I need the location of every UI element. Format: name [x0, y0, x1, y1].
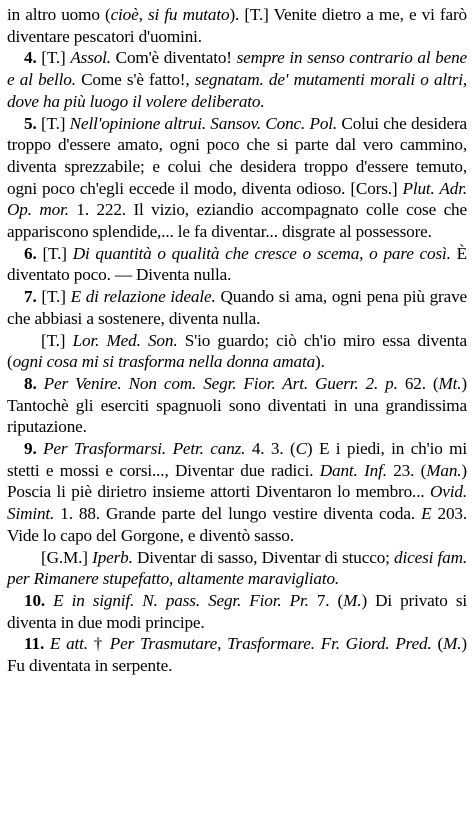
text-run: ( — [431, 634, 444, 654]
dictionary-paragraph — [7, 243, 467, 286]
sense-number: 8. — [24, 373, 44, 393]
text-run: È diventato poco. — Diventa nulla. — [7, 243, 467, 285]
text-run: Come s'è fatto!, — [75, 70, 195, 90]
text-run: [T.] — [40, 113, 70, 133]
dictionary-paragraph — [7, 438, 467, 547]
text-run: [G.M.] — [41, 547, 93, 567]
italic-text: Assol. — [70, 48, 111, 68]
italic-text: E — [421, 504, 432, 524]
text-run: 1. 88. Grande parte del lungo vestire diventa coda. — [54, 504, 422, 524]
italic-text: sempre in senso contrario al bene e al bello. — [7, 48, 468, 90]
italic-text: Ovid. Simint. — [7, 482, 467, 524]
text-run: Colui che desidera troppo d'essere amato, ogni poco che si parte dal vero cammino, diventa sprezzabile; e colui che desidera troppo d'essere temuto, ogni poco ch'egli eccede il modo, diventa odioso. [Cors.] — [7, 113, 468, 198]
sense-number: 4. — [24, 48, 42, 68]
text-run: [T.] — [41, 48, 71, 68]
italic-text: M. — [343, 590, 362, 610]
sense-number: 11. — [24, 634, 50, 654]
dictionary-paragraph — [7, 590, 467, 633]
dictionary-paragraph — [7, 113, 467, 243]
text-run: 1. 222. Il vizio, eziandio accompagnato colle cose che appariscono splendide,... le fa diventar... disgrate al possessore. — [7, 200, 467, 242]
text-run: † — [87, 634, 110, 654]
italic-text: segnatam. de' mutamenti morali o altri, dove ha più luogo il volere deliberato. — [7, 70, 467, 111]
text-run: ) Poscia li piè dirietro insieme attorti Diventaron lo membro... — [7, 460, 467, 502]
sense-number: 6. — [24, 243, 43, 263]
italic-text: Nell'opinione altrui. Sansov. Conc. Pol. — [69, 113, 338, 133]
italic-text: E att. — [49, 634, 88, 654]
text-run: [T.] — [41, 330, 73, 350]
italic-text: E in signif. N. pass. Segr. Fior. Pr. — [53, 590, 309, 610]
dictionary-paragraph — [7, 47, 467, 112]
italic-text: ogni cosa mi si trasforma nella donna amata — [12, 352, 316, 372]
text-run: Com'è diventato! — [110, 48, 237, 68]
italic-text: Mt. — [438, 373, 462, 393]
italic-text: Dant. Inf. — [319, 460, 387, 480]
text-run: [T.] — [41, 287, 71, 307]
italic-text: Iperb. — [92, 547, 133, 567]
italic-text: Per Trasformarsi. Petr. canz. — [43, 439, 246, 459]
italic-text: Per Trasmutare, Trasformare. Fr. Giord. Pred. — [109, 634, 432, 654]
text-run: in altro uomo ( — [7, 5, 111, 24]
text-run: ) Fu diventata in serpente. — [7, 634, 467, 676]
text-run: 7. ( — [308, 590, 344, 610]
text-run: Quando si ama, ogni pena più grave che abbiasi a sostenere, diventa nulla. — [7, 287, 467, 328]
italic-text: Di quantità o qualità che cresce o scema, o pare così. — [72, 243, 451, 263]
text-run: 62. ( — [397, 373, 439, 393]
dictionary-paragraph — [7, 547, 467, 590]
dictionary-paragraph — [7, 286, 467, 329]
sense-number: 5. — [24, 113, 41, 133]
text-run: 203. Vide lo capo del Gorgone, e diventò sasso. — [7, 504, 467, 545]
italic-text: Per Venire. Non com. Segr. Fior. Art. Guerr. 2. p. — [43, 373, 398, 393]
italic-text: Man. — [426, 460, 462, 480]
text-run: ) E i piedi, in ch'io mi stetti e mossi e corsi..., Diventar due radici. — [7, 439, 467, 480]
sense-number: 9. — [24, 439, 44, 459]
text-run: ) Tantochè gli eserciti spagnuoli sono diventati in una grandissima riputazione. — [7, 373, 467, 437]
text-run: ). — [315, 352, 325, 372]
italic-text: Lor. Med. Son. — [72, 330, 178, 350]
text-run: S'io guardo; ciò ch'io miro essa diventa ( — [7, 330, 468, 372]
text-run: [T.] — [42, 243, 73, 263]
sense-number: 7. — [24, 287, 42, 307]
italic-text: C — [295, 439, 307, 459]
dictionary-paragraph — [7, 633, 467, 676]
text-run: Diventar di sasso, Diventar di stucco; — [132, 547, 395, 567]
sense-number: 10. — [24, 590, 54, 610]
text-run: 4. 3. ( — [245, 439, 296, 459]
italic-text: dicesi fam. per Rimanere stupefatto, altamente maravigliato. — [7, 547, 467, 589]
text-run: ). [T.] Venite dietro a me, e vi farò diventare pescatori d'uomini. — [7, 5, 467, 46]
italic-text: E di relazione ideale. — [70, 287, 216, 307]
text-run: ) Di privato si diventa in due modi principe. — [7, 590, 467, 632]
italic-text: cioè, si fu mutato — [110, 5, 230, 24]
italic-text: Plut. Adr. Op. mor. — [7, 178, 467, 220]
dictionary-paragraph — [7, 4, 467, 47]
dictionary-paragraph — [7, 330, 467, 373]
text-run: 23. ( — [386, 460, 427, 480]
italic-text: M. — [443, 634, 462, 654]
dictionary-paragraph — [7, 373, 467, 438]
